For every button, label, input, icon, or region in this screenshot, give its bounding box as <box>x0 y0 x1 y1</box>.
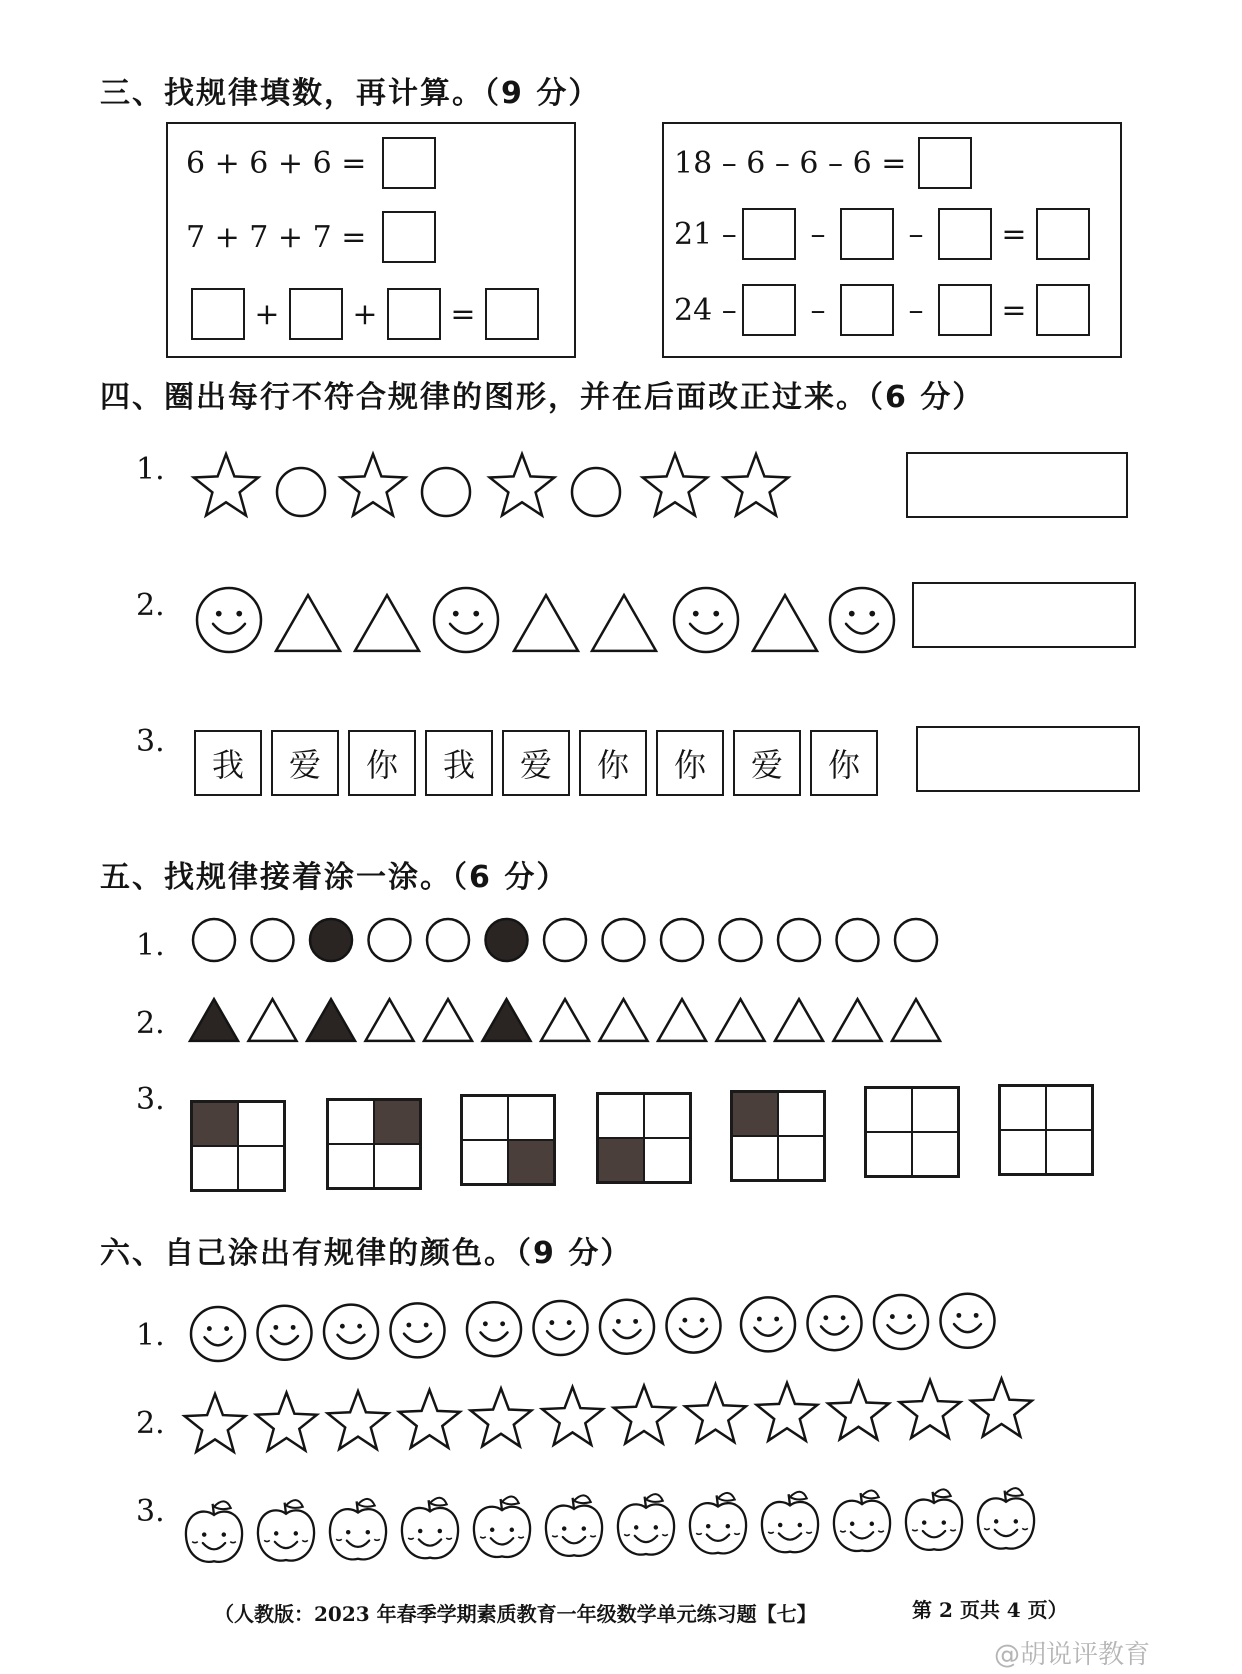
equation-text: 24 – <box>674 292 737 328</box>
row-number: 2. <box>136 1406 165 1441</box>
equals-sign: = <box>1001 216 1027 252</box>
char-cell[interactable]: 你 <box>579 730 647 796</box>
row-number: 2. <box>136 1006 165 1041</box>
apple-face-icon <box>762 1492 818 1552</box>
char-cell[interactable]: 我 <box>425 730 493 796</box>
apple-face-icon <box>906 1489 962 1549</box>
minus-sign: – <box>810 292 826 328</box>
apple-face-icon <box>834 1491 890 1551</box>
footer-title: （人教版：2023 年春季学期素质教育一年级数学单元练习题【七】 <box>214 1602 817 1626</box>
apple-face-icon <box>330 1499 386 1559</box>
row-number: 1. <box>136 452 165 487</box>
plus-sign: + <box>254 296 280 332</box>
equation-text: 6 + 6 + 6 = <box>186 145 367 181</box>
apple-face-icon <box>618 1494 674 1554</box>
row-number: 3. <box>136 1494 165 1529</box>
row-number: 1. <box>136 1318 165 1353</box>
apple-face-icon <box>690 1493 746 1553</box>
apple-face-icon <box>546 1495 602 1555</box>
apple-face-icon <box>402 1498 458 1558</box>
equation-text: 18 – 6 – 6 – 6 = <box>674 145 907 181</box>
char-cell[interactable]: 我 <box>194 730 262 796</box>
row-number: 1. <box>136 928 165 963</box>
row-number: 3. <box>136 724 165 759</box>
minus-sign: – <box>908 216 924 252</box>
row-number: 3. <box>136 1082 165 1117</box>
char-cell[interactable]: 爱 <box>502 730 570 796</box>
minus-sign: – <box>810 216 826 252</box>
row-number: 2. <box>136 588 165 623</box>
footer-page: 第 2 页共 4 页） <box>912 1598 1068 1622</box>
section5-heading: 五、找规律接着涂一涂。（6 分） <box>100 860 569 895</box>
apple-face-icon <box>978 1488 1034 1548</box>
char-cell[interactable]: 你 <box>348 730 416 796</box>
equation-text: 21 – <box>674 216 737 252</box>
apple-face-icon <box>474 1497 530 1557</box>
equals-sign: = <box>450 296 476 332</box>
section3-heading: 三、找规律填数，再计算。（9 分） <box>100 76 601 111</box>
section4-heading: 四、圈出每行不符合规律的图形，并在后面改正过来。（6 分） <box>100 380 985 415</box>
section6-heading: 六、自己涂出有规律的颜色。（9 分） <box>100 1236 633 1271</box>
apple-face-icon <box>258 1500 314 1560</box>
apple-face-icon <box>186 1501 242 1561</box>
char-cell[interactable]: 你 <box>656 730 724 796</box>
minus-sign: – <box>908 292 924 328</box>
char-cell[interactable]: 爱 <box>271 730 339 796</box>
char-cell[interactable]: 你 <box>810 730 878 796</box>
watermark: @胡说评教育 <box>994 1640 1151 1670</box>
equation-text: 7 + 7 + 7 = <box>186 219 367 255</box>
char-cell[interactable]: 爱 <box>733 730 801 796</box>
plus-sign: + <box>352 296 378 332</box>
equals-sign: = <box>1001 292 1027 328</box>
